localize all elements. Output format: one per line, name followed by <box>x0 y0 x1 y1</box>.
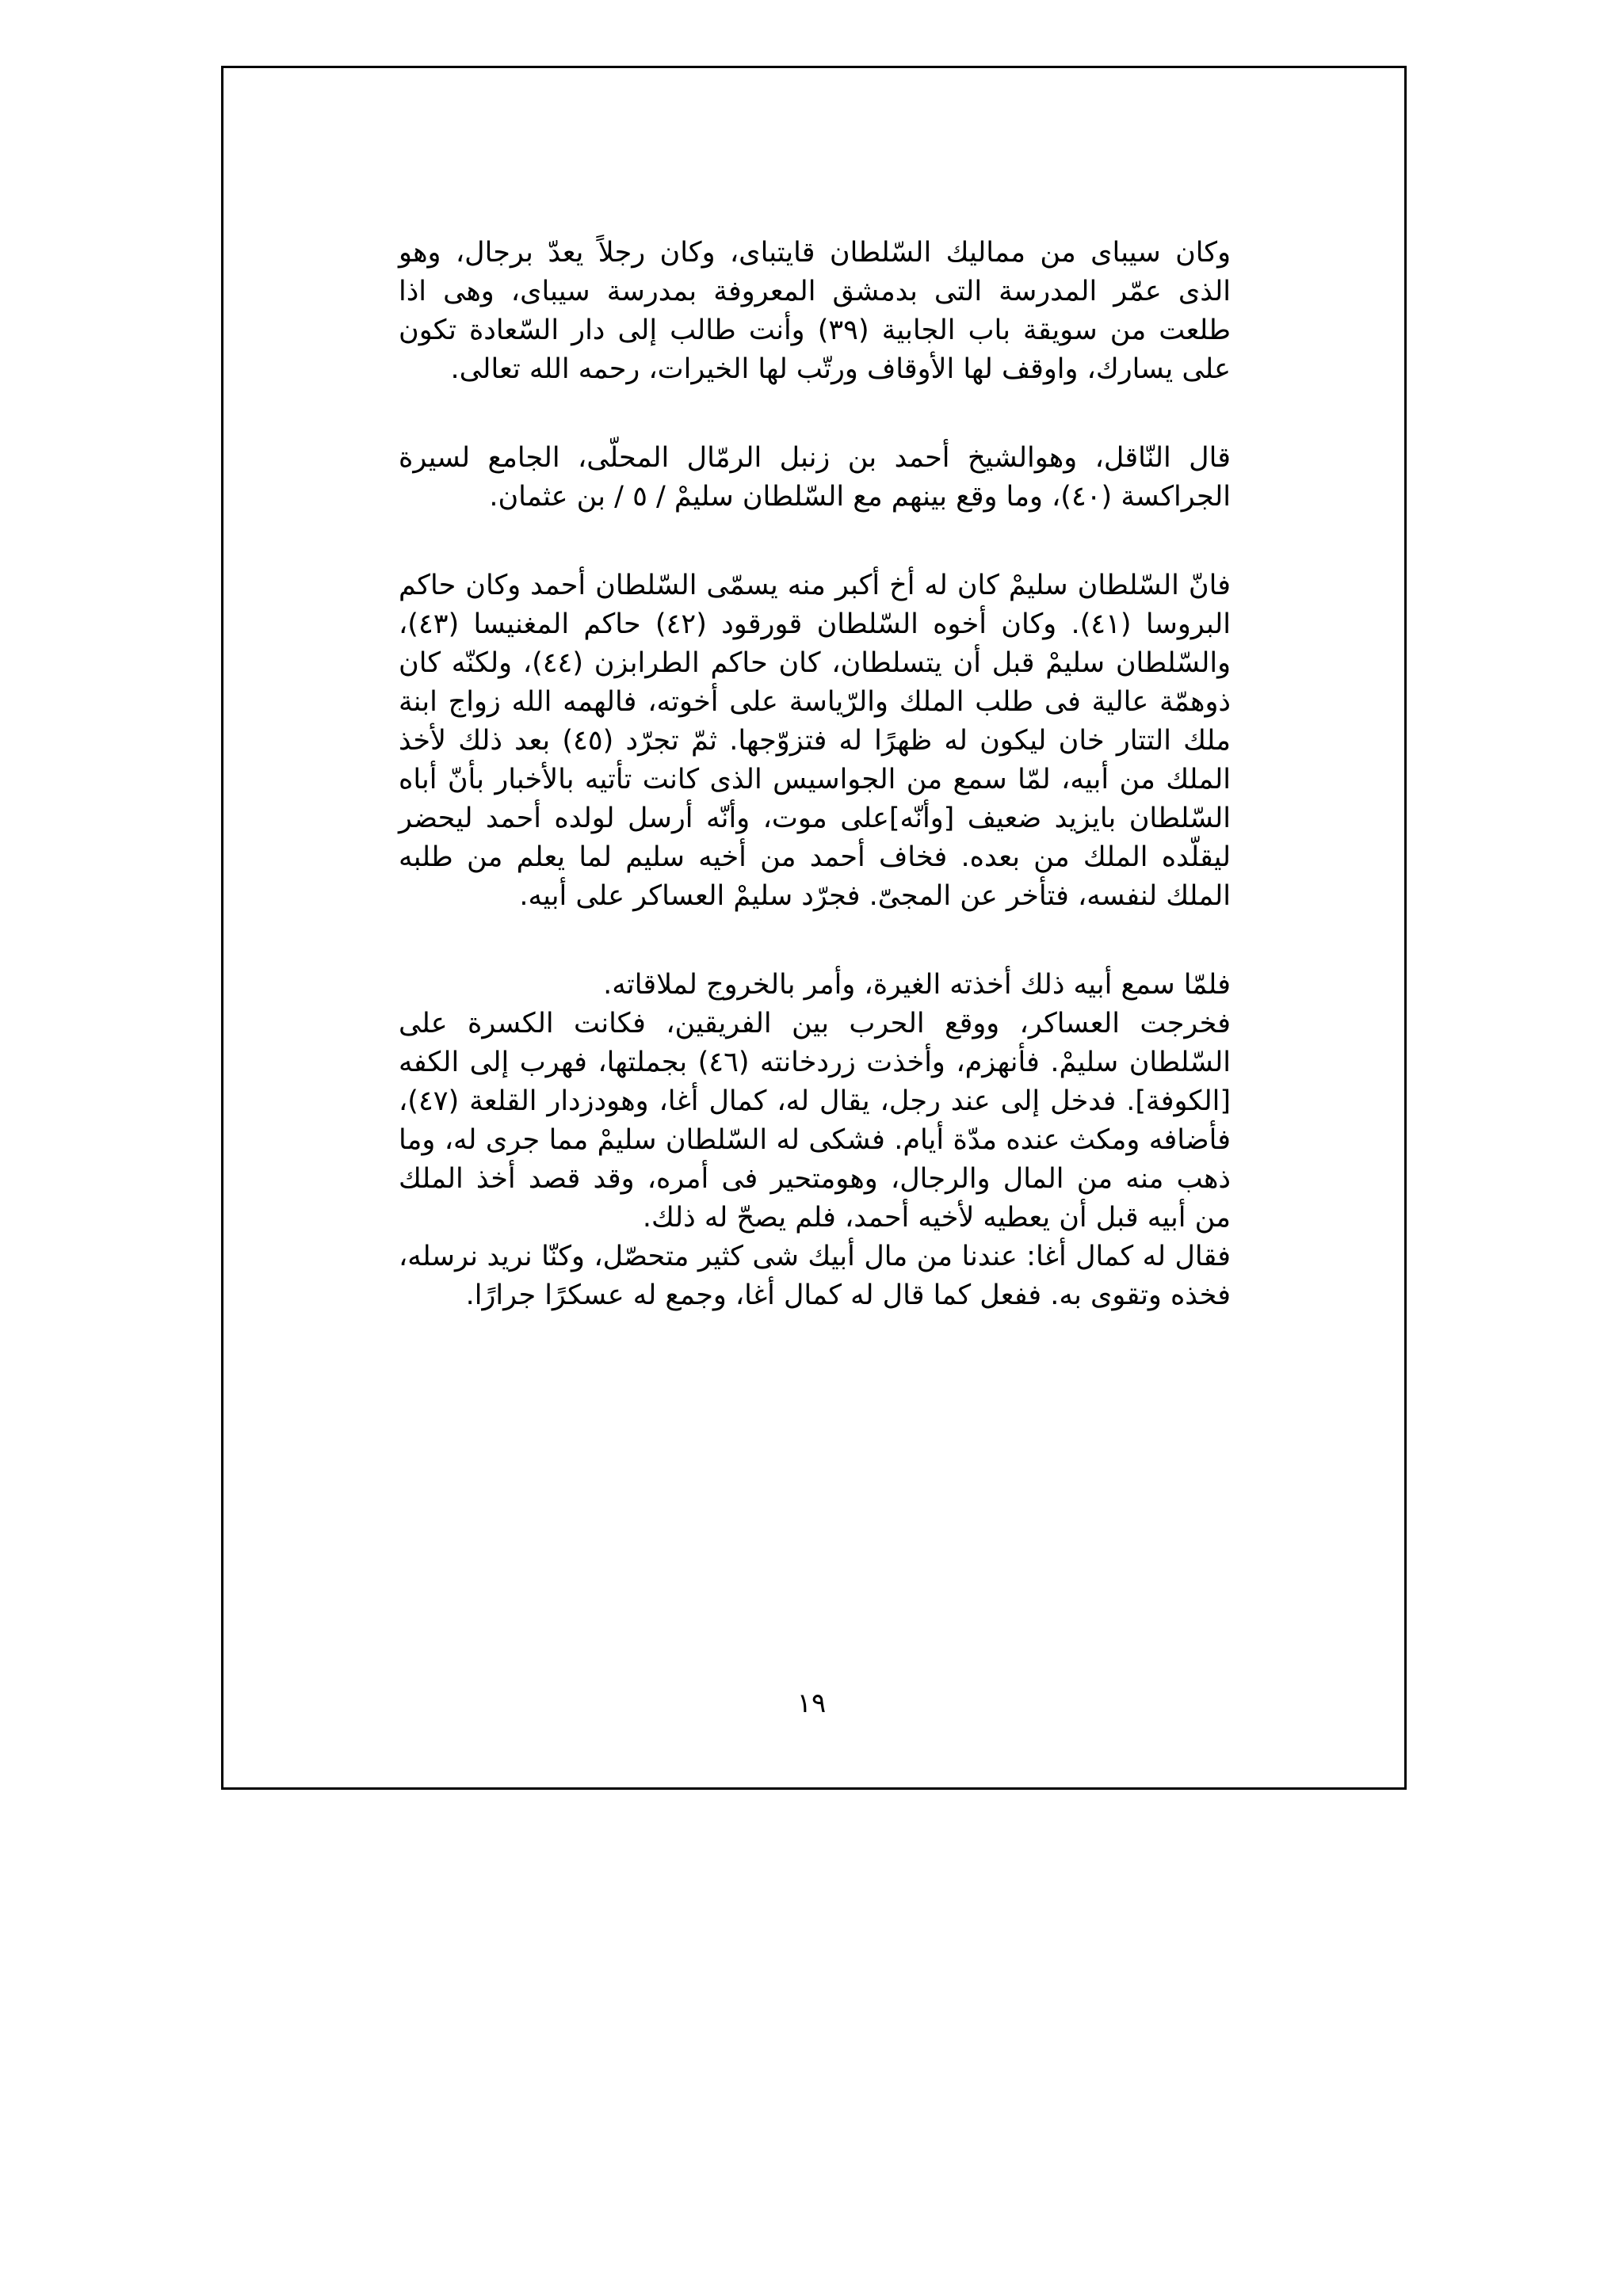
paragraph-4: فلمّا سمع أبيه ذلك أخذته الغيرة، وأمر بالخروج لملاقاته. <box>603 969 1231 1001</box>
paragraph-6: فقال له كمال أغا: عندنا من مال أبيك شى كثير متحصّل، وكنّا نريد نرسله، فخذه وتقوى به. ففعل كما قال له كمال أغا، وجمع له عسكرًا جرارًا. <box>399 1241 1231 1311</box>
paragraph-3: فانّ السّلطان سليمْ كان له أخ أكبر منه يسمّى السّلطان أحمد وكان حاكم البروسا (٤١). وكان أخوه السّلطان قورقود (٤٢) حاكم المغنيسا (٤٣)، والسّلطان سليمْ قبل أن يتسلطان، كان حاكم الطرابزن (٤٤)، ولكنّه كان ذوهمّة عالية فى طلب الملك والرّياسة على أخوته، فالهمه الله زواج ابنة ملك التتار خان ليكون له ظهرًا له فتزوّجها. ثمّ تجرّد (٤٥) بعد ذلك لأخذ الملك من أبيه، لمّا سمع من الجواسيس الذى كانت تأتيه بالأخبار بأنّ أباه السّلطان بايزيد ضعيف [وأنّه]على موت، وأنّه أرسل لولده أحمد ليحضر ليقلّده الملك من بعده. فخاف أحمد من أخيه سليم لما يعلم من طلبه الملك لنفسه، فتأخر عن المجىّ. فجرّد سليمْ العساكر على أبيه. <box>399 570 1232 912</box>
document-body <box>399 234 1231 1315</box>
paragraph-1: وكان سيباى من مماليك السّلطان قايتباى، وكان رجلاً يعدّ برجال، وهو الذى عمّر المدرسة التى بدمشق المعروفة بمدرسة سيباى، وهى اذا طلعت من سويقة باب الجابية (٣٩) وأنت طالب إلى دار السّعادة تكون على يسارك، واوقف لها الأوقاف ورتّب لها الخيرات، رحمه الله تعالى. <box>399 237 1232 385</box>
paragraph-gap <box>399 916 1231 966</box>
paragraph-5: فخرجت العساكر، ووقع الحرب بين الفريقين، فكانت الكسرة على السّلطان سليمْ. فأنهزم، وأخذت زردخانته (٤٦) بجملتها، فهرب إلى الكفه [الكوفة]. فدخل إلى عند رجل، يقال له، كمال أغا، وهودزدار القلعة (٤٧)، فأضافه ومكث عنده مدّة أيام. فشكى له السّلطان سليمْ مما جرى له، وما ذهب منه من المال والرجال، وهومتحير فى أمره، وقد قصد أخذ الملك من أبيه قبل أن يعطيه لأخيه أحمد، فلم يصحّ له ذلك. <box>399 1008 1231 1234</box>
paragraph-2: قال النّاقل، وهوالشيخ أحمد بن زنبل الرمّال المحلّى، الجامع لسيرة الجراكسة (٤٠)، وما وقع بينهم مع السّلطان سليمْ / ٥ / بن عثمان. <box>399 442 1231 513</box>
paragraph-gap <box>399 517 1231 566</box>
paragraph-gap <box>399 389 1231 439</box>
page-number: ١٩ <box>796 1688 827 1719</box>
